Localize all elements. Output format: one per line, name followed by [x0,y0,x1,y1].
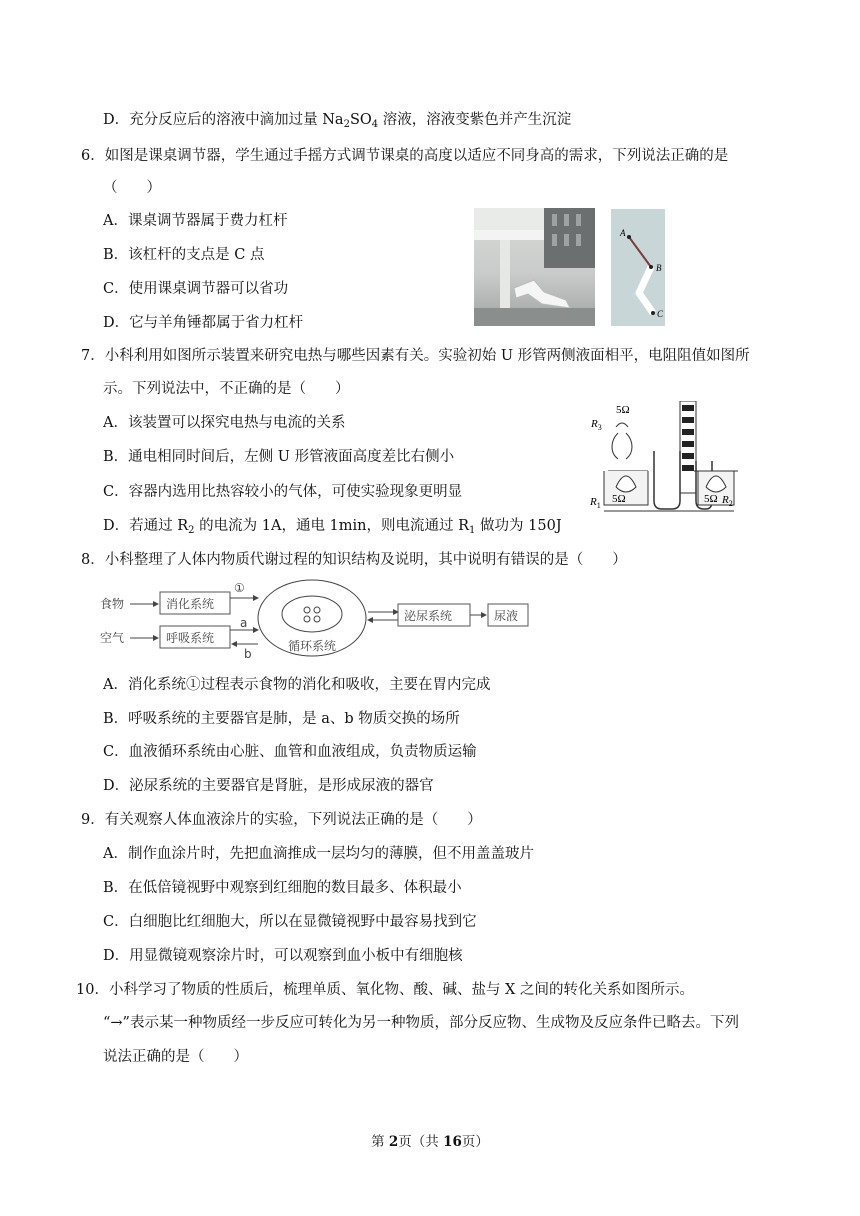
flow-air: 空气 [100,631,125,645]
r2-value: 5Ω [704,493,718,505]
q7-stem-line2: 示。下列说法中，不正确的是（ ） [103,381,350,397]
desk-adjuster-photo [474,208,595,326]
flow-digestive: 消化系统 [166,597,215,611]
q6-stem: 6．如图是课桌调节器，学生通过手摇方式调节课桌的高度以适应不同身高的需求，下列说法正确的是 [81,148,729,164]
q8-option-b: B．呼吸系统的主要器官是肺，是 a、b 物质交换的场所 [103,711,460,727]
page-footer: 第 2页（共 16页） [371,1134,489,1150]
q8-stem: 8．小科整理了人体内物质代谢过程的知识结构及说明，其中说明有错误的是（ ） [81,552,627,568]
q8-option-a: A．消化系统①过程表示食物的消化和吸收，主要在胃内完成 [103,677,491,693]
q9-option-b: B．在低倍镜视野中观察到红细胞的数目最多、体积最小 [103,880,462,896]
page-total: 16 [443,1134,462,1150]
q6-option-b: B．该杠杆的支点是 C 点 [103,247,265,263]
flow-respiratory: 呼吸系统 [166,631,215,645]
q6-option-a: A．课桌调节器属于费力杠杆 [103,213,288,229]
q8-option-c: C．血液循环系统由心脏、血管和血液组成，负责物质运输 [103,744,477,760]
flow-urine: 尿液 [494,609,519,623]
q9-option-c: C．白细胞比红细胞大，所以在显微镜视野中最容易找到它 [103,914,477,930]
flow-food: 食物 [100,597,125,611]
flow-label-a: a [240,616,248,630]
flow-circulatory: 循环系统 [288,639,337,653]
q10-stem-line1: 10．小科学习了物质的性质后，梳理单质、氧化物、酸、碱、盐与 X 之间的转化关系如图所示。 [76,982,694,998]
q7-option-d: D．若通过 $R_2$ 的电流为 1A，通电 1min，则电流通过 $R_1$ 做功为 150J [103,518,562,536]
lever-label-b: B [656,263,662,273]
lever-diagram [611,209,665,326]
q6-answer-paren: （ ） [103,180,161,196]
r3-label: $R_3$ [591,418,602,432]
flow-label-b: b [244,647,252,660]
q5-option-d: D．充分反应后的溶液中滴加过量 $Na_2SO_4$ 溶液，溶液变紫色并产生沉淀 [103,112,572,130]
r1-label: $R_1$ [590,496,601,510]
q7-option-c: C．容器内选用比热容较小的气体，可使实验现象更明显 [103,484,463,500]
q7-option-a: A．该装置可以探究电热与电流的关系 [103,415,346,431]
page-number: 2 [388,1134,399,1150]
q7-option-b: B．通电相同时间后，左侧 U 形管液面高度差比右侧小 [103,449,455,465]
lever-label-a: A [620,228,626,238]
electric-heat-circuit-diagram [588,401,740,517]
lever-label-c: C [657,309,664,319]
flow-marker-1: ① [234,581,245,595]
r1-value: 5Ω [612,493,626,505]
q6-option-c: C．使用课桌调节器可以省功 [103,281,289,297]
q9-option-d: D．用显微镜观察涂片时，可以观察到血小板中有细胞核 [103,948,463,964]
q9-option-a: A．制作血涂片时，先把血滴推成一层均匀的薄膜，但不用盖盖玻片 [103,846,534,862]
q10-stem-line2: “→”表示某一种物质经一步反应可转化为另一种物质，部分反应物、生成物及反应条件已略去。下列 [103,1015,739,1031]
r3-value: 5Ω [616,404,630,416]
q8-option-d: D．泌尿系统的主要器官是肾脏，是形成尿液的器官 [103,778,434,794]
q9-stem: 9．有关观察人体血液涂片的实验，下列说法正确的是（ ） [81,812,482,828]
r2-label: $R_2$ [722,494,733,508]
flow-urinary: 泌尿系统 [404,609,453,623]
q7-stem-line1: 7．小科利用如图所示装置来研究电热与哪些因素有关。实验初始 U 形管两侧液面相平，电阻阻值如图所 [81,348,750,364]
metabolism-flow-diagram [100,578,530,660]
q10-stem-line3: 说法正确的是（ ） [103,1049,248,1065]
q6-option-d: D．它与羊角锤都属于省力杠杆 [103,315,304,331]
